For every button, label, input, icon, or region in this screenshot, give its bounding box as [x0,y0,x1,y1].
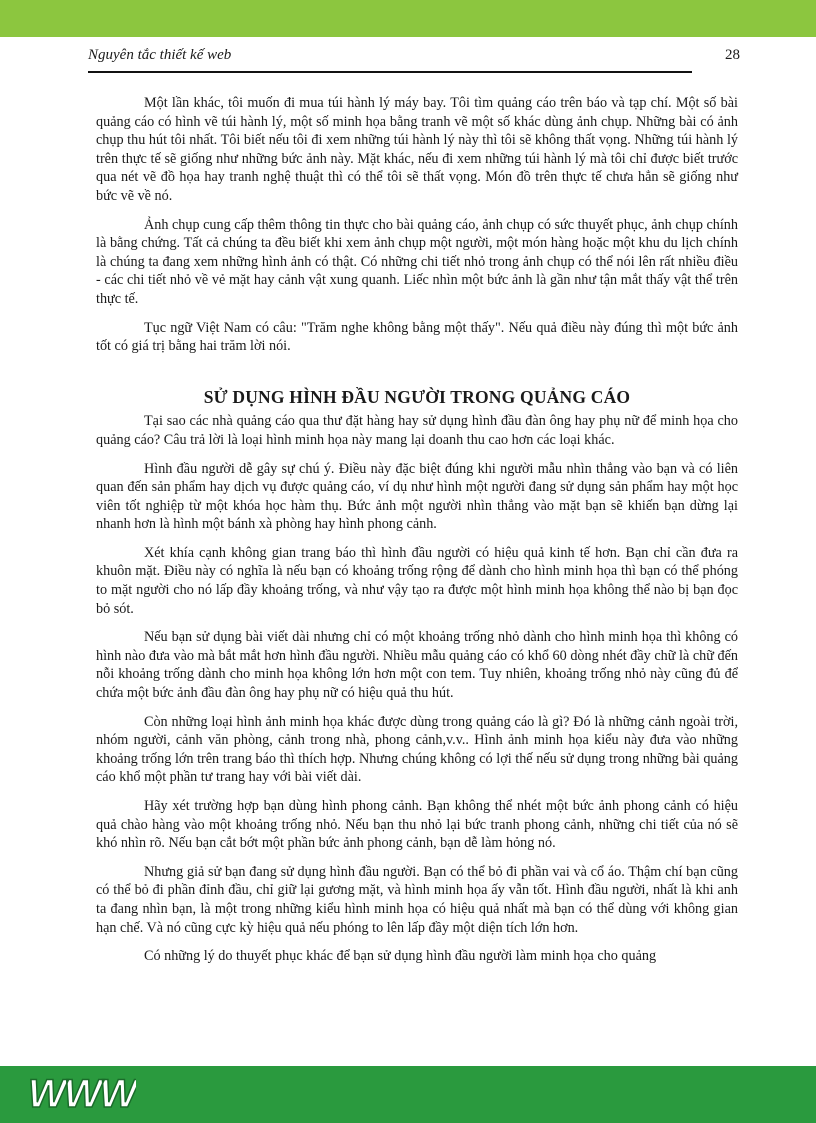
www-logo-icon [26,1069,136,1113]
paragraph: Hãy xét trường hợp bạn dùng hình phong cảnh. Bạn không thể nhét một bức ảnh phong cảnh có hiệu quả chào hàng vào một khoảng trống nhỏ. Nếu bạn thu nhỏ lại bức tranh phong cảnh, những chi tiết của nó sẽ khó nhìn rõ. Nếu bạn cắt bớt một phần bức ảnh phong cảnh, bạn dễ làm hỏng nó. [96,798,738,852]
paragraph: Ảnh chụp cung cấp thêm thông tin thực cho bài quảng cáo, ảnh chụp có sức thuyết phục, ảnh chụp chính là bằng chứng. Tất cả chúng ta đều biết khi xem ảnh chụp một người, một món hàng hoặc một khu du lịch chính là chúng ta đang xem những hình ảnh có thật. Có những chi tiết nhỏ trong ảnh chụp có thể nói lên rất nhiều điều - các chi tiết nhỏ về vẻ mặt hay cảnh vật xung quanh. Liếc nhìn một bức ảnh là gần như tận mắt thấy vật thể trên thực tế. [96,216,738,307]
paragraph: Nhưng giả sử bạn đang sử dụng hình đầu người. Bạn có thể bỏ đi phần vai và cổ áo. Thậm chí bạn cũng có thể bỏ đi phần đỉnh đầu, chỉ giữ lại gương mặt, và hình minh họa ấy vẫn tốt. Hình đầu người, nhất là khi anh ta đang nhìn bạn, là một trong những kiểu hình minh họa có hiệu quả nhất mà bạn có thể dùng với không gian hạn chế. Và nó cũng cực kỳ hiệu quả nếu phóng to lên lấp đầy một diện tích lớn hơn. [96,863,738,936]
section-heading: SỬ DỤNG HÌNH ĐẦU NGƯỜI TRONG QUẢNG CÁO [203,386,631,407]
header-title: Nguyên tắc thiết kế web [88,47,232,63]
paragraph: Xét khía cạnh không gian trang báo thì hình đầu người có hiệu quả kinh tế hơn. Bạn chỉ cần đưa ra khuôn mặt. Điều này có nghĩa là nếu bạn có khoảng trống rộng để dành cho hình minh họa thì bạn có thể phóng to mặt người cho nó lấp đầy khoảng trống, và như vậy tạo ra được một hình minh họa không thể nào bị bạn đọc bỏ sót. [96,544,738,617]
top-color-band [0,0,816,37]
paragraph: Còn những loại hình ảnh minh họa khác được dùng trong quảng cáo là gì? Đó là những cảnh ngoài trời, nhóm người, cảnh văn phòng, cảnh trong nhà, phong cảnh,v.v.. Hình ảnh minh họa kiểu này đưa vào những khoảng trống lớn trên trang báo thì thích hợp. Nhưng chúng không có lợi thế nếu sử dụng trong những bài quảng cáo khổ một phần tư trang hay với bài viết dài. [96,713,738,786]
page-number: 28 [725,47,740,63]
paragraph: Tục ngữ Việt Nam có câu: "Trăm nghe không bằng một thấy". Nếu quả điều này đúng thì một bức ảnh tốt có giá trị bằng hai trăm lời nói. [96,319,738,355]
paragraph: Hình đầu người dễ gây sự chú ý. Điều này đặc biệt đúng khi người mẫu nhìn thẳng vào bạn và có liên quan đến sản phẩm hay dịch vụ được quảng cáo, ví dụ như hình một người đang sử dụng sản phẩm hay một học viên tốt nghiệp từ một khóa học hàm thụ. Bức ảnh một người nhìn thẳng vào mặt bạn sẽ khiến bạn dừng lại nhanh hơn là hình một bánh xà phòng hay hình phong cảnh. [96,460,738,533]
paragraph: Một lần khác, tôi muốn đi mua túi hành lý máy bay. Tôi tìm quảng cáo trên báo và tạp chí. Một số bài quảng cáo có hình vẽ túi hành lý, một số minh họa bằng tranh vẽ một số khác dùng ảnh chụp. Những bài có ảnh chụp thu hút tôi nhất. Tôi biết nếu tôi đi xem những túi hành lý này thì tôi sẽ không thất vọng. Những túi hành lý trên thực tế sẽ giống như những bức ảnh này. Mặt khác, nếu đi xem những túi hành lý mà tôi chỉ được biết trước qua nét vẽ đồ họa hay tranh nghệ thuật thì có thể tôi sẽ thất vọng. Món đồ trên thực tế chưa hẳn sẽ giống như bức vẽ về nó. [96,95,738,204]
header-divider [88,71,692,73]
paragraph: Nếu bạn sử dụng bài viết dài nhưng chỉ có một khoảng trống nhỏ dành cho hình minh họa thì không có hình nào đưa vào mà bắt mắt hơn hình đầu người. Nhiều mẫu quảng cáo có khổ 60 dòng nhét đầy chữ là chữ đến nỗi khoảng trống dành cho minh họa không lớn hơn một con tem. Tuy nhiên, khoảng trống nhỏ này cũng đủ để chứa một bức ảnh đầu đàn ông hay phụ nữ có hiệu quả thu hút. [96,629,738,702]
paragraph: Có những lý do thuyết phục khác để bạn sử dụng hình đầu người làm minh họa cho quảng [144,948,657,965]
page-body [96,94,738,976]
paragraph: Tại sao các nhà quảng cáo qua thư đặt hàng hay sử dụng hình đầu đàn ông hay phụ nữ để minh họa cho quảng cáo? Câu trả lời là loại hình minh họa này mang lại doanh thu cao hơn các loại khác. [96,413,738,448]
www-logo-text: WWW [28,1072,136,1113]
page-header [88,45,740,71]
